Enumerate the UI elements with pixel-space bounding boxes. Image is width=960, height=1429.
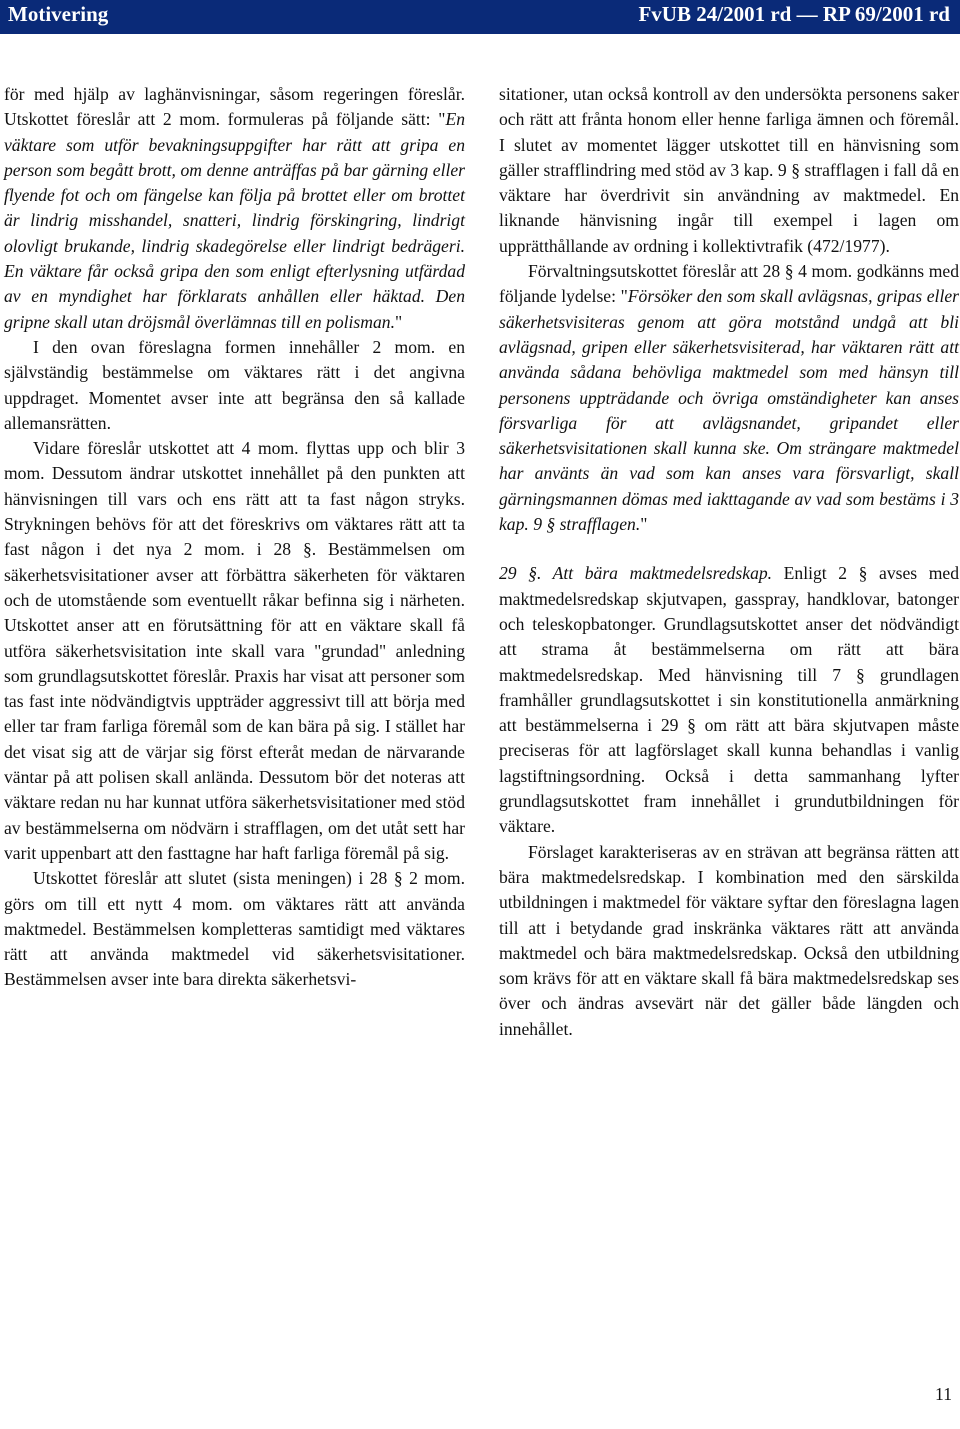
paragraph: Vidare föreslår utskottet att 4 mom. flyttas upp och blir 3 mom. Dessutom ändrar utskottet innehållet på den punkten att hänvisningen till vars och ens rätt att ta fast någon stryks. Strykningen behövs för att det föreskrivs om väktares rätt att ta fast någon i det nya 2 mom. i 28 §. Bestämmelsen om säkerhetsvisitationer avser att förbättra säkerheten för väktaren och de utomstående som eventuellt råkar befinna sig i närheten. Utskottet anser att en förutsättning för att en väktare skall få utföra säkerhetsvisitation inte skall vara "grundad" anledning som grundlagsutskottet föreslår. Praxis har visat att personer som tas fast inte nödvändigtvis uppträder aggressivt till att börja med eller tar fram farliga föremål som de kan bära på sig. I stället har det visat sig att de värjar sig först efteråt medan de närvarande väntar på att polisen skall anlända. Dessutom bör det noteras att väktare redan nu har kunnat utföra säkerhetsvisitationer med stöd av bestämmelserna om nödvärn i strafflagen, om det utåt sett har varit uppenbart att den fasttagne har haft farliga föremål på sig.	[4, 438, 465, 863]
right-column	[499, 82, 959, 1042]
closing-quote: "	[640, 514, 648, 535]
paragraph	[499, 259, 959, 537]
paragraph-text: Förvaltningsutskottet föreslår att 28 § 4 mom. godkänns med följande lydelse: "	[499, 261, 959, 307]
paragraph: sitationer, utan också kontroll av den undersökta personens saker och rätt att frånta honom eller henne farliga ämnen och föremål. I slutet av momentet lägger utskottet till en hänvisning som gäller strafflindring med stöd av 3 kap. 9 § strafflagen i fall då en väktare har överdrivit sin användning av maktmedel. En liknande hänvisning ingår till exempel i lagen om upprätthållande av ordning i kollektivtrafik (472/1977).	[499, 84, 959, 256]
left-column	[4, 82, 465, 993]
page-number: 11	[935, 1384, 952, 1404]
paragraph: I den ovan föreslagna formen innehåller 2 mom. en självständig bestämmelse om väktares rätt i det angivna uppdraget. Momentet avser inte att begränsa den så kallade allemansrätten.	[4, 336, 465, 433]
quoted-proposal: En väktare som utför bevakningsuppgifter har rätt att gripa en person som begått brott, om denne anträffas på bar gärning eller flyende fot och om fängelse kan följa på brottet eller om brottet är lindrig misshandel, snatteri, lindrig förskingring, lindrigt olovligt brukande, lindrig skadegörelse eller lindrigt bedrägeri. En väktare får också gripa den som enligt efterlysning utfärdad av en myndighet har förklarats anhållen eller häktad. Den gripne skall utan dröjsmål överlämnas till en polisman.	[4, 109, 465, 332]
paragraph-text: för med hjälp av laghänvisningar, såsom regeringen föreslår. Utskottet föreslår att 2 mom. formuleras på följande sätt: "	[4, 84, 465, 130]
paragraph: Utskottet föreslår att slutet (sista meningen) i 28 § 2 mom. görs om till ett nytt 4 mom. om väktares rätt att använda maktmedel. Bestämmelsen kompletteras samtidigt med väktares rätt att använda maktmedel vid säkerhetsvisitationer. Bestämmelsen avser inte bara direkta säkerhetsvi-	[4, 868, 465, 990]
paragraph	[499, 561, 959, 839]
section-heading: 29 §. Att bära maktmedelsredskap.	[499, 563, 773, 584]
page-header	[0, 0, 960, 34]
paragraph	[4, 82, 465, 335]
section-title: Motivering	[8, 2, 109, 26]
closing-quote: "	[394, 311, 403, 332]
paragraph: Förslaget karakteriseras av en strävan att begränsa rätten att bära maktmedelsredskap. I kombination med den särskilda utbildningen i maktmedel för väktare syftar den föreslagna lagen till att i betydande grad inskränka väktares rätt att använda maktmedel och bära maktmedelsredskap. Också den utbildning som krävs för att en väktare skall få bära maktmedelsredskap ses över och ändras avsevärt när det gäller både längden och innehållet.	[499, 841, 959, 1039]
paragraph-text: Enligt 2 § avses med maktmedelsredskap skjutvapen, gasspray, handklovar, batonger och teleskopbatonger. Grundlagsutskottet anser det nödvändigt att strama åt bestämmelserna om rätt att bära maktmedelsredskap. Med hänvisning till 7 § grundlagen framhåller grundlagsutskottet i sin konstitutionella anmärkning att bestämmelserna i 29 § om rätt att bära skjutvapen måste preciseras för att lagförslaget skall kunna behandlas i vanlig lagstiftningsordning. Också i detta sammanhang lyfter grundlagsutskottet fram innehållet i grundutbildningen för väktare.	[499, 563, 959, 837]
report-reference: FvUB 24/2001 rd — RP 69/2001 rd	[638, 2, 950, 26]
quoted-proposal: Försöker den som skall avlägsnas, gripas eller säkerhetsvisiteras genom att göra motstånd undgå att bli avlägsnad, gripen eller säkerhetsvisiterad, har väktaren rätt att använda sådana behövliga maktmedel som med hänsyn till personens uppträdande och övriga omständigheter kan anses försvarliga för att avlägsnandet, gripandet eller säkerhetsvisitationen skall kunna ske. Om strängare maktmedel har använts än vad som kan anses vara försvarligt, skall gärningsmannen dömas med iakttagande av vad som bestäms i 3 kap. 9 § strafflagen.	[499, 286, 959, 535]
